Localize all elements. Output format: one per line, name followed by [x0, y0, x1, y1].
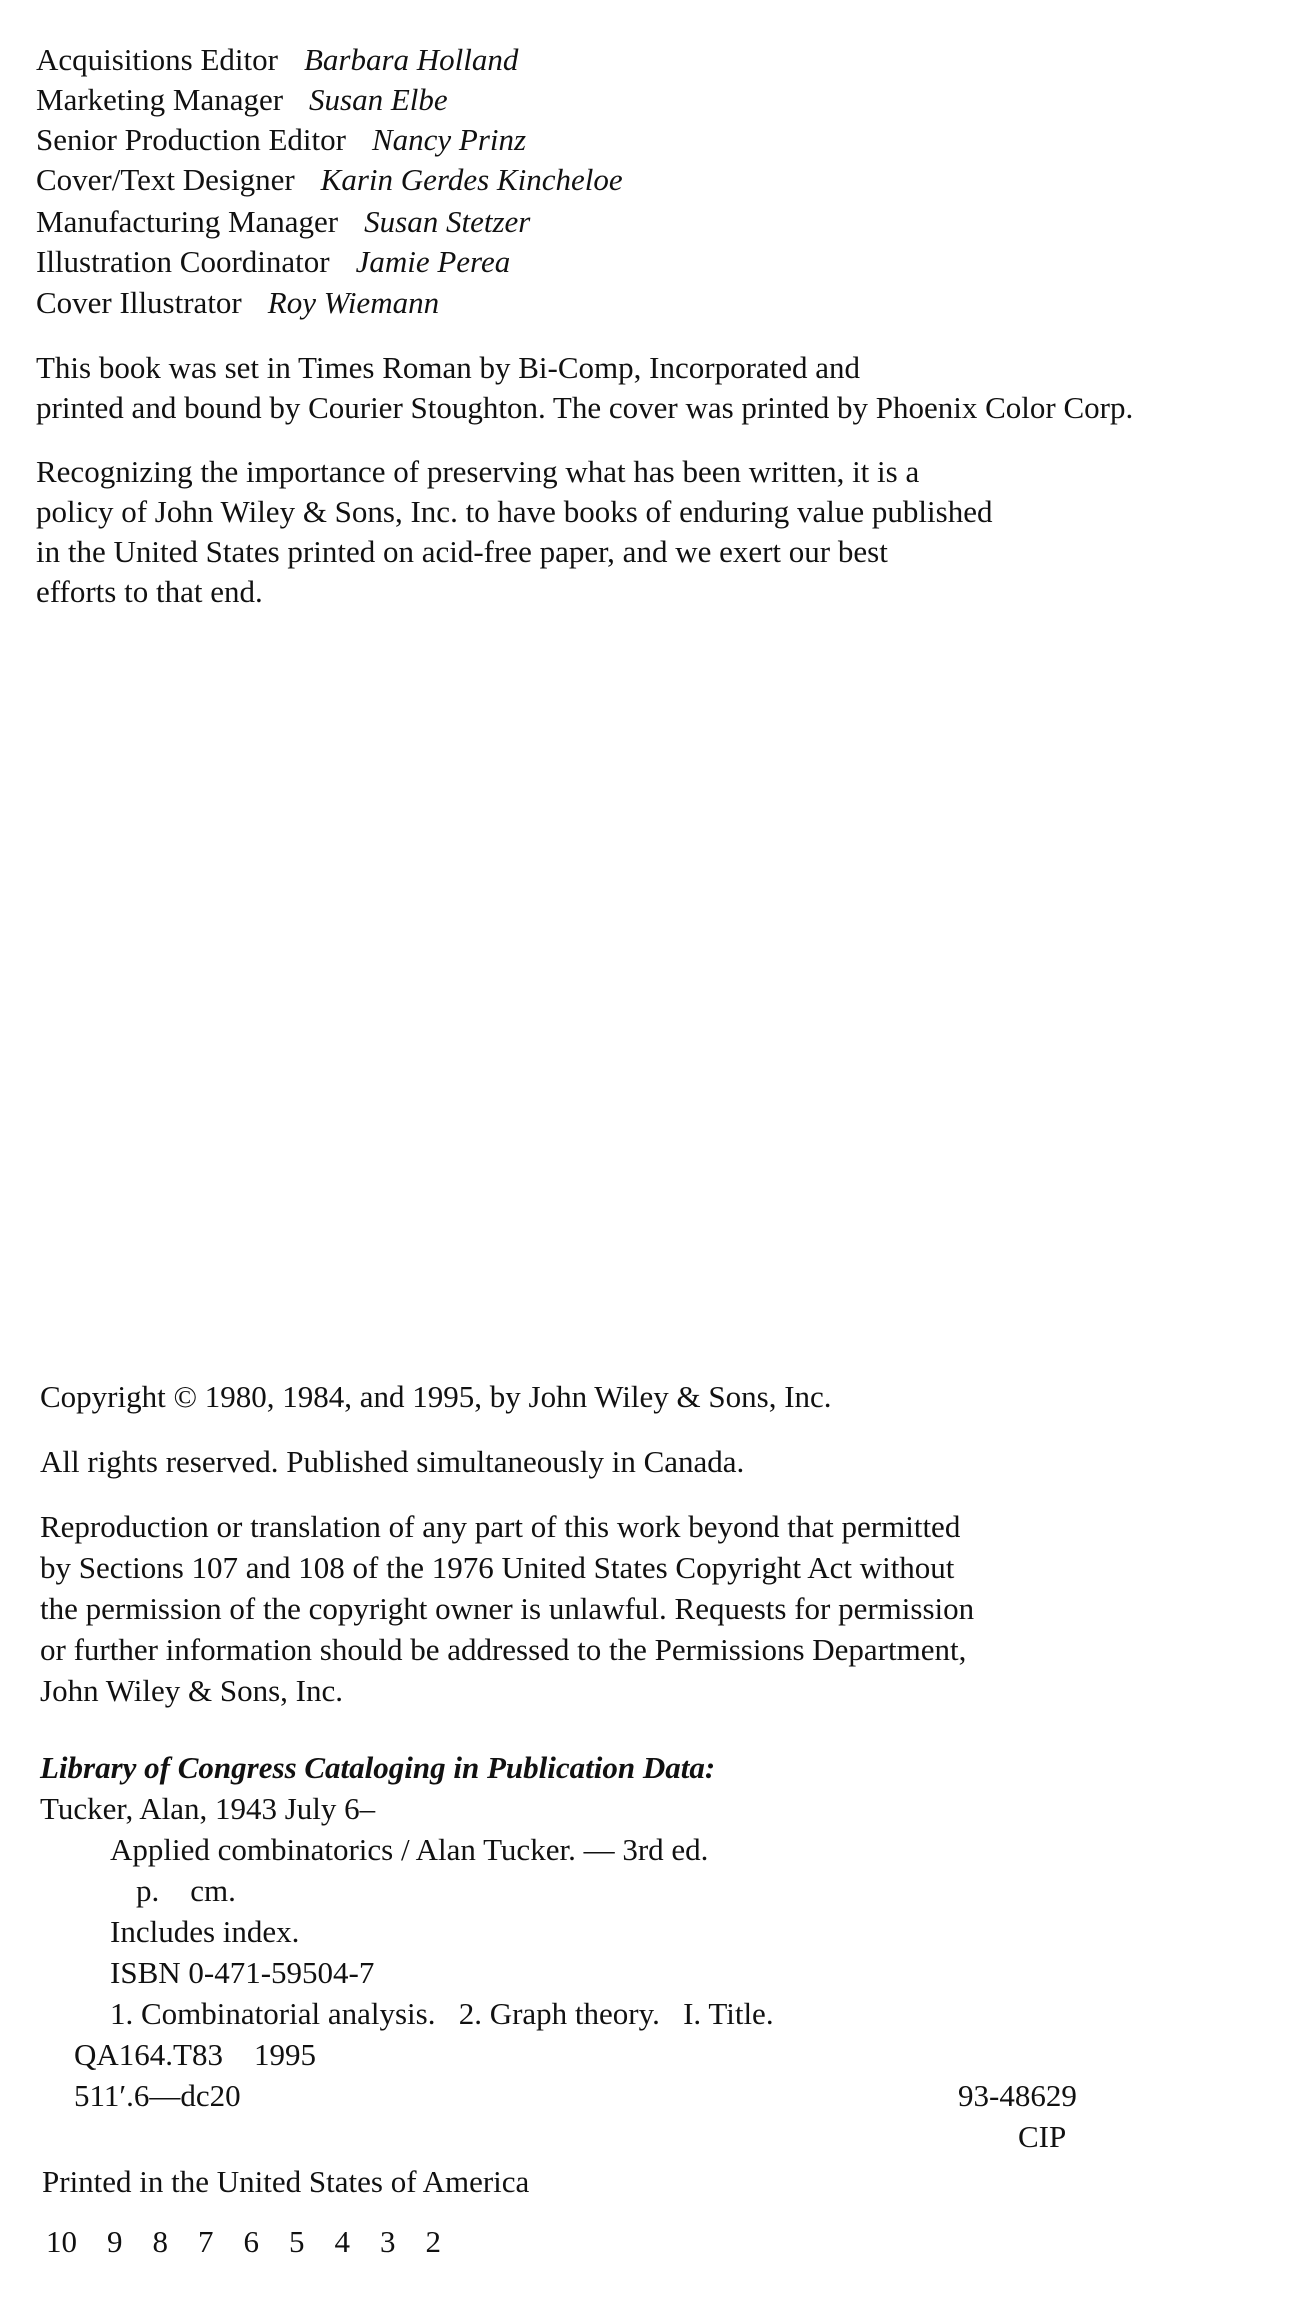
reproduction-line: Reproduction or translation of any part of this work beyond that permitted [40, 1509, 961, 1544]
credit-role: Cover Illustrator [36, 285, 242, 320]
cip-label: CIP [1018, 2119, 1067, 2154]
policy-line: policy of John Wiley & Sons, Inc. to have books of enduring value published [36, 494, 993, 529]
print-number: 9 [107, 2224, 123, 2259]
typesetting-line: This book was set in Times Roman by Bi-Comp, Incorporated and [36, 350, 861, 385]
reproduction-line: the permission of the copyright owner is unlawful. Requests for permission [40, 1591, 975, 1626]
policy-line: Recognizing the importance of preserving what has been written, it is a [36, 454, 920, 489]
printed-in: Printed in the United States of America [42, 2164, 530, 2199]
cip-isbn: ISBN 0-471-59504-7 [110, 1955, 375, 1990]
credit-name: Barbara Holland [303, 42, 519, 77]
cip-dewey: 511′.6—dc20 [74, 2078, 241, 2113]
cip-pagination: p. cm. [136, 1873, 236, 1908]
print-number: 5 [289, 2224, 305, 2259]
credit-role: Cover/Text Designer [36, 162, 295, 197]
typesetting-line: printed and bound by Courier Stoughton. The cover was printed by Phoenix Color Corp. [36, 390, 1134, 425]
print-number: 7 [198, 2224, 214, 2259]
print-number: 8 [152, 2224, 168, 2259]
credit-line [36, 287, 439, 318]
policy-line: efforts to that end. [36, 574, 263, 609]
credit-line [36, 246, 510, 277]
cip-author: Tucker, Alan, 1943 July 6– [40, 1791, 376, 1826]
credit-line [36, 124, 526, 155]
credit-role: Acquisitions Editor [36, 42, 278, 77]
cip-heading: Library of Congress Cataloging in Publication Data: [40, 1750, 716, 1785]
cip-lc-class: QA164.T83 1995 [74, 2037, 316, 2072]
reproduction-line: by Sections 107 and 108 of the 1976 United States Copyright Act without [40, 1550, 955, 1585]
credit-name: Karin Gerdes Kincheloe [320, 162, 623, 197]
credit-line [36, 84, 448, 115]
credit-name: Roy Wiemann [267, 285, 440, 320]
rights-notice: All rights reserved. Published simultaneously in Canada. [40, 1444, 745, 1479]
credit-line [36, 206, 530, 237]
print-number: 2 [425, 2224, 441, 2259]
credit-name: Susan Stetzer [364, 204, 531, 239]
copyright-notice: Copyright © 1980, 1984, and 1995, by John Wiley & Sons, Inc. [40, 1379, 832, 1414]
cip-lccn: 93-48629 [958, 2078, 1077, 2113]
credit-role: Senior Production Editor [36, 122, 346, 157]
credit-role: Marketing Manager [36, 82, 284, 117]
cip-index: Includes index. [110, 1914, 300, 1949]
print-line [46, 2226, 471, 2257]
print-number: 4 [334, 2224, 350, 2259]
reproduction-line: John Wiley & Sons, Inc. [40, 1673, 344, 1708]
print-number: 6 [243, 2224, 259, 2259]
policy-line: in the United States printed on acid-free paper, and we exert our best [36, 534, 888, 569]
credit-line [36, 44, 518, 75]
credit-role: Illustration Coordinator [36, 244, 330, 279]
credit-name: Susan Elbe [309, 82, 448, 117]
cip-title: Applied combinatorics / Alan Tucker. — 3rd ed. [110, 1832, 709, 1867]
credit-name: Nancy Prinz [371, 122, 527, 157]
print-number: 10 [46, 2224, 77, 2259]
cip-subjects: 1. Combinatorial analysis. 2. Graph theory. I. Title. [110, 1996, 774, 2031]
credit-line [36, 164, 623, 195]
reproduction-line: or further information should be addressed to the Permissions Department, [40, 1632, 967, 1667]
credit-name: Jamie Perea [355, 244, 511, 279]
print-number: 3 [380, 2224, 396, 2259]
credit-role: Manufacturing Manager [36, 204, 339, 239]
